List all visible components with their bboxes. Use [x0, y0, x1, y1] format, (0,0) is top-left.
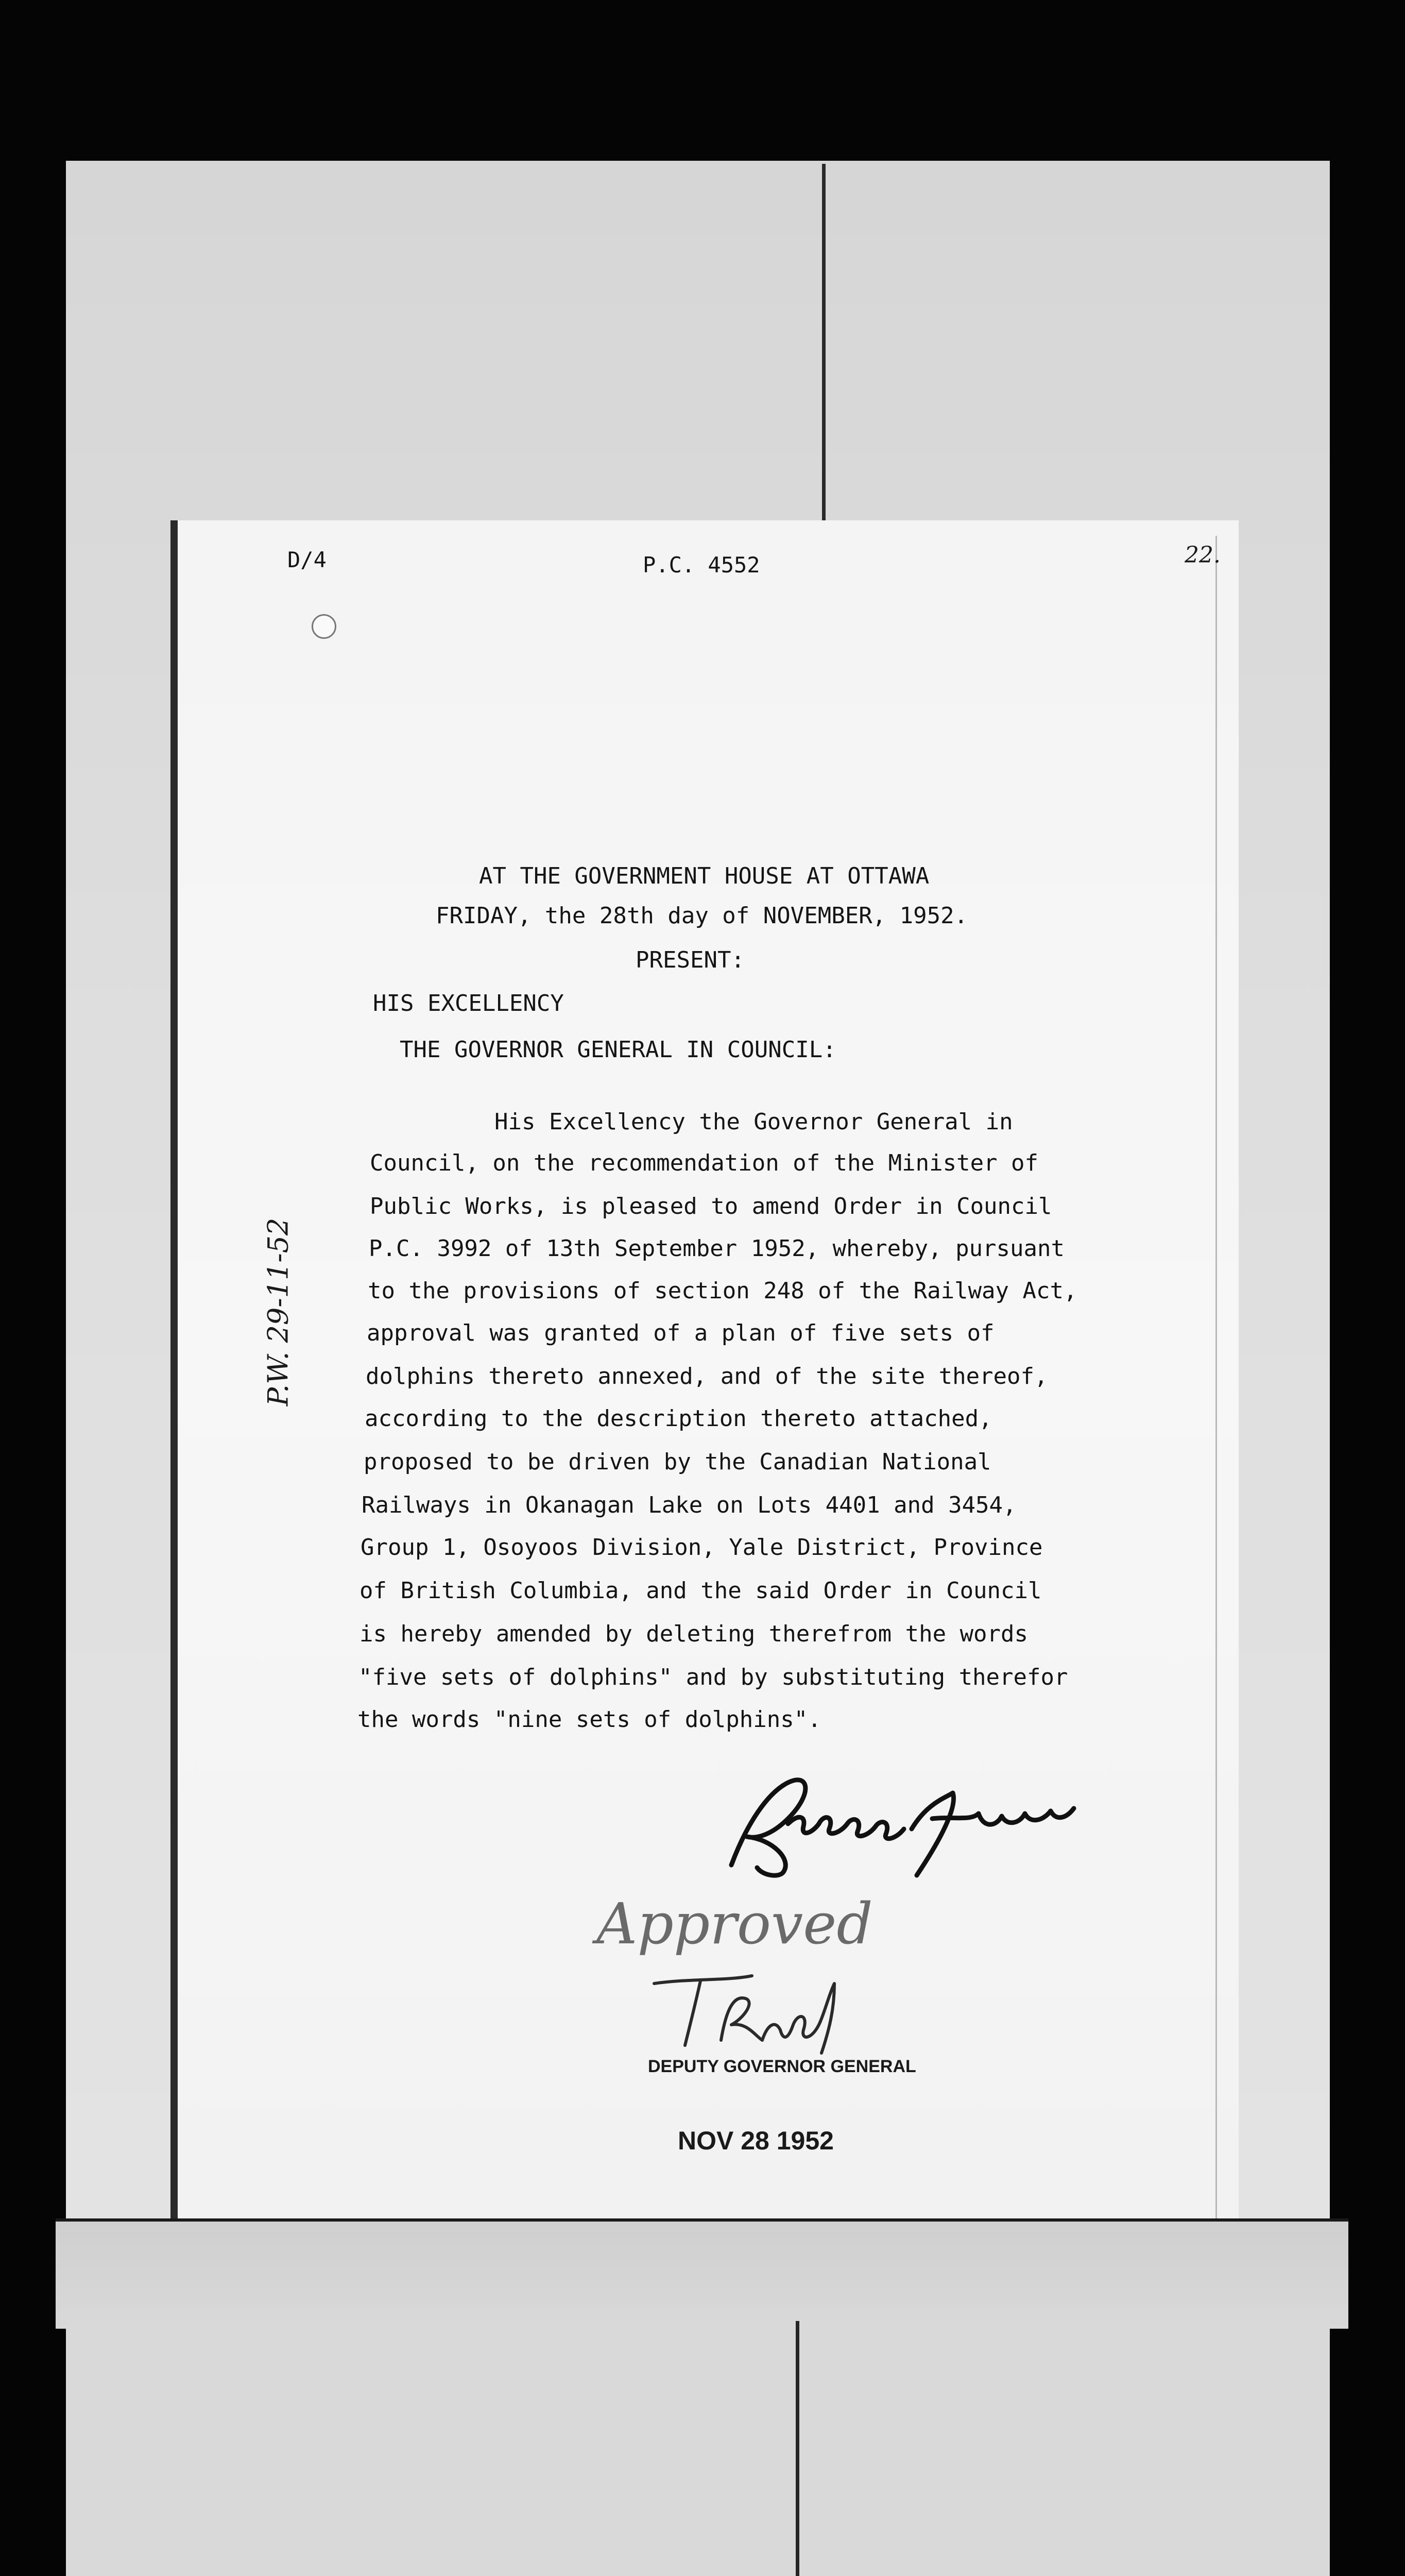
body-line: dolphins thereto annexed, and of the site thereof, [366, 1363, 1048, 1389]
body-line: proposed to be driven by the Canadian National [364, 1449, 991, 1475]
body-line: of British Columbia, and the said Order in Council [359, 1578, 1042, 1604]
heading-line-1: AT THE GOVERNMENT HOUSE AT OTTAWA [479, 863, 930, 889]
body-line: the words "nine sets of dolphins". [357, 1706, 821, 1733]
approved-note: Approved [596, 1891, 873, 1957]
bottom-strip [56, 2218, 1348, 2329]
body-line: Group 1, Osoyoos Division, Yale District, Province [361, 1534, 1043, 1561]
attendance-line-2: THE GOVERNOR GENERAL IN COUNCIL: [400, 1037, 836, 1063]
body-line: is hereby amended by deleting therefrom the words [359, 1621, 1029, 1647]
attendance-line-1: HIS EXCELLENCY [373, 990, 564, 1016]
body-line: Public Works, is pleased to amend Order in Council [370, 1193, 1052, 1219]
signature-text: Robertson Winters [721, 1777, 725, 1778]
pc-number: P.C. 4552 [643, 552, 760, 578]
page-edge [1215, 536, 1217, 2221]
margin-note: P.W. 29-11-52 [262, 1217, 295, 1406]
file-code: D/4 [287, 547, 327, 572]
deputy-governor-general-title: DEPUTY GOVERNOR GENERAL [648, 2057, 916, 2076]
fold-line [822, 164, 826, 535]
body-line: "five sets of dolphins" and by substituting therefor [358, 1664, 1068, 1690]
signature [711, 1762, 1092, 1886]
body-line: to the provisions of section 248 of the Railway Act, [368, 1278, 1077, 1304]
date-stamp: NOV 28 1952 [678, 2126, 834, 2155]
heading-line-2: FRIDAY, the 28th day of NOVEMBER, 1952. [436, 903, 968, 929]
body-line: Council, on the recommendation of the Minister of [370, 1150, 1039, 1176]
fold-line [796, 2321, 799, 2576]
body-line: approval was granted of a plan of five sets of [367, 1320, 995, 1346]
body-line: according to the description thereto attached, [365, 1405, 992, 1432]
punch-hole [312, 614, 336, 639]
body-line: His Excellency the Governor General in [494, 1109, 1013, 1135]
body-line: Railways in Okanagan Lake on Lots 4401 and 3454, [362, 1492, 1017, 1518]
page-number: 22. [1185, 542, 1221, 568]
heading-line-3: PRESENT: [636, 947, 745, 973]
lower-page [66, 2321, 1330, 2576]
body-line: P.C. 3992 of 13th September 1952, whereby, pursuant [369, 1235, 1065, 1262]
deputy-initials [644, 1963, 860, 2056]
